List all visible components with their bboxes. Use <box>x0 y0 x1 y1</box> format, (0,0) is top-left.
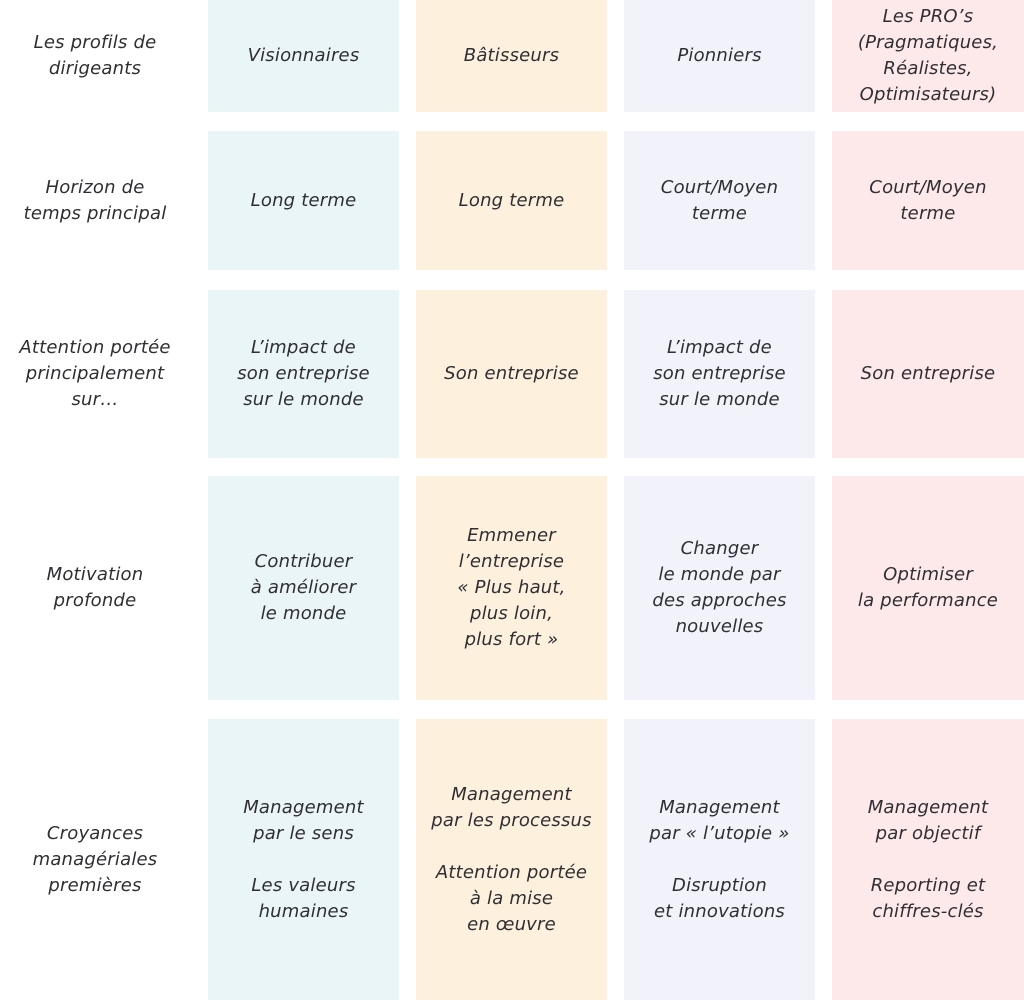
cell-text: Management par le sens Les valeurs humaines <box>243 796 364 922</box>
cell-text: Management par les processus Attention portée à la mise en œuvre <box>431 783 592 935</box>
cell-text: Management par objectif Reporting et chiffres-clés <box>867 796 989 922</box>
cell-text: Visionnaires <box>247 45 360 66</box>
cell-text: Son entreprise <box>860 363 996 384</box>
cell-text: Pionniers <box>677 45 762 66</box>
cell-visionnaires-croyances <box>208 719 399 1000</box>
row-label-text: Attention portée principalement sur… <box>19 337 171 410</box>
cell-batisseurs-horizon <box>416 131 607 270</box>
cell-pros-motivation <box>832 476 1024 700</box>
cell-text: Court/Moyen terme <box>660 176 779 224</box>
cell-pros-croyances <box>832 719 1024 1000</box>
cell-pros-horizon <box>832 131 1024 270</box>
row-label-motivation <box>0 476 190 700</box>
cell-batisseurs-attention <box>416 290 607 458</box>
cell-text: Long terme <box>458 189 565 211</box>
cell-text: Bâtisseurs <box>463 45 560 66</box>
cell-text: Optimiser la performance <box>857 564 999 611</box>
row-label-text: Les profils de dirigeants <box>33 32 157 79</box>
cell-text: L’impact de son entreprise sur le monde <box>237 337 370 410</box>
row-label-text: Croyances managériales premières <box>32 822 158 896</box>
cell-text: Contribuer à améliorer le monde <box>250 551 357 624</box>
row-label-croyances <box>0 719 190 1000</box>
cell-pionniers-motivation <box>624 476 815 700</box>
cell-visionnaires-profil <box>208 0 399 112</box>
cell-visionnaires-horizon <box>208 131 399 270</box>
cell-pionniers-attention <box>624 290 815 458</box>
cell-pros-profil <box>832 0 1024 112</box>
cell-text: Les PRO’s (Pragmatiques, Réalistes, Optimisateurs) <box>857 6 999 105</box>
cell-text: Changer le monde par des approches nouvelles <box>652 538 787 637</box>
cell-text: Emmener l’entreprise « Plus haut, plus loin, plus fort » <box>457 525 566 650</box>
cell-text: L’impact de son entreprise sur le monde <box>653 337 786 410</box>
row-label-text: Motivation profonde <box>46 564 144 611</box>
cell-batisseurs-croyances <box>416 719 607 1000</box>
cell-pionniers-profil <box>624 0 815 112</box>
cell-visionnaires-attention <box>208 290 399 458</box>
cell-pionniers-horizon <box>624 131 815 270</box>
cell-batisseurs-motivation <box>416 476 607 700</box>
cell-batisseurs-profil <box>416 0 607 112</box>
cell-text: Son entreprise <box>444 363 579 384</box>
row-label-profils <box>0 0 190 112</box>
cell-pros-attention <box>832 290 1024 458</box>
row-label-text: Horizon de temps principal <box>23 176 167 224</box>
cell-pionniers-croyances <box>624 719 815 1000</box>
cell-text: Court/Moyen terme <box>869 176 987 224</box>
cell-text: Long terme <box>250 189 357 211</box>
row-label-horizon <box>0 131 190 270</box>
cell-text: Management par « l’utopie » Disruption et innovations <box>649 796 790 922</box>
row-label-attention <box>0 290 190 458</box>
cell-visionnaires-motivation <box>208 476 399 700</box>
